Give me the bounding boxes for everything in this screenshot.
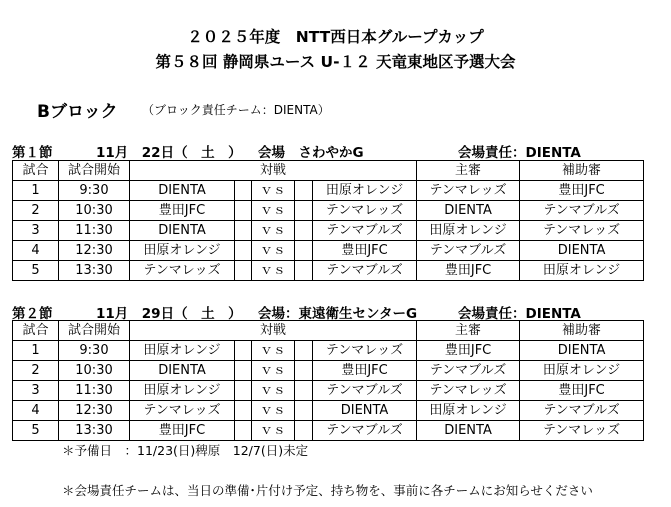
header-match: 試合: [13, 161, 59, 181]
table-header-row: [13, 161, 644, 181]
round-responsible: 会場責任：DIENTA: [458, 145, 581, 161]
match-no: 3: [13, 221, 59, 241]
table-row: [13, 241, 644, 261]
vs-label: ｖｓ: [252, 381, 295, 401]
vs-label: ｖｓ: [252, 261, 295, 281]
home-team: 豊田JFC: [130, 421, 235, 441]
table-row: [13, 401, 644, 421]
header-match: 試合: [13, 321, 59, 341]
schedule-table-2: [12, 320, 644, 441]
home-team: テンマレッズ: [130, 401, 235, 421]
spacer: [235, 201, 252, 221]
home-team: DIENTA: [130, 361, 235, 381]
match-time: 9:30: [59, 341, 130, 361]
header-matchup: 対戦: [130, 161, 417, 181]
vs-label: ｖｓ: [252, 401, 295, 421]
away-team: 田原オレンジ: [313, 181, 417, 201]
round-venue: 会場 さわやかG: [258, 145, 364, 161]
table-row: [13, 341, 644, 361]
away-team: テンマブルズ: [313, 421, 417, 441]
header-referee: 主審: [417, 321, 520, 341]
referee: 田原オレンジ: [417, 221, 520, 241]
table-row: [13, 381, 644, 401]
header-referee: 主審: [417, 161, 520, 181]
match-no: 2: [13, 361, 59, 381]
vs-label: ｖｓ: [252, 421, 295, 441]
referee: テンマレッズ: [417, 181, 520, 201]
schedule-table-1: [12, 160, 644, 281]
referee: テンマブルズ: [417, 361, 520, 381]
spacer: [235, 361, 252, 381]
table-row: [13, 201, 644, 221]
assistant-referee: 豊田JFC: [520, 181, 644, 201]
assistant-referee: DIENTA: [520, 241, 644, 261]
assistant-referee: 豊田JFC: [520, 381, 644, 401]
spacer: [295, 401, 313, 421]
spacer: [235, 341, 252, 361]
referee: 田原オレンジ: [417, 401, 520, 421]
vs-label: ｖｓ: [252, 241, 295, 261]
round-venue: 会場：東遠衛生センターG: [258, 306, 418, 322]
match-no: 1: [13, 341, 59, 361]
away-team: テンマブルズ: [313, 221, 417, 241]
spacer: [235, 261, 252, 281]
spacer: [295, 181, 313, 201]
block-name: Bブロック: [37, 102, 118, 122]
referee: テンマブルズ: [417, 241, 520, 261]
spacer: [235, 401, 252, 421]
home-team: 田原オレンジ: [130, 381, 235, 401]
home-team: テンマレッズ: [130, 261, 235, 281]
referee: 豊田JFC: [417, 261, 520, 281]
match-time: 11:30: [59, 381, 130, 401]
away-team: 豊田JFC: [313, 361, 417, 381]
assistant-referee: テンマブルズ: [520, 401, 644, 421]
header-start: 試合開始: [59, 161, 130, 181]
block-note: （ブロック責任チーム：DIENTA）: [142, 103, 330, 117]
table-row: [13, 421, 644, 441]
spacer: [235, 181, 252, 201]
away-team: DIENTA: [313, 401, 417, 421]
home-team: 豊田JFC: [130, 201, 235, 221]
referee: DIENTA: [417, 201, 520, 221]
spacer: [295, 221, 313, 241]
header-matchup: 対戦: [130, 321, 417, 341]
spacer: [235, 421, 252, 441]
round-date: 11月 29日（ 土 ）: [96, 306, 242, 322]
home-team: DIENTA: [130, 181, 235, 201]
header-start: 試合開始: [59, 321, 130, 341]
spacer: [235, 221, 252, 241]
spacer: [295, 361, 313, 381]
away-team: テンマレッズ: [313, 201, 417, 221]
vs-label: ｖｓ: [252, 201, 295, 221]
vs-label: ｖｓ: [252, 181, 295, 201]
table-row: [13, 221, 644, 241]
table-header-row: [13, 321, 644, 341]
match-time: 13:30: [59, 421, 130, 441]
spacer: [295, 341, 313, 361]
spacer: [295, 381, 313, 401]
match-time: 10:30: [59, 361, 130, 381]
match-no: 2: [13, 201, 59, 221]
assistant-referee: テンマレッズ: [520, 221, 644, 241]
match-time: 12:30: [59, 241, 130, 261]
title-line-1: ２０２５年度 NTT西日本グループカップ: [187, 28, 484, 46]
round-date: 11月 22日（ 土 ）: [96, 145, 242, 161]
spacer: [235, 241, 252, 261]
match-time: 13:30: [59, 261, 130, 281]
round-label: 第１節: [12, 145, 53, 161]
round-label: 第２節: [12, 306, 53, 322]
spacer: [295, 201, 313, 221]
assistant-referee: テンマレッズ: [520, 421, 644, 441]
round-responsible: 会場責任：DIENTA: [458, 306, 581, 322]
duty-note: ＊会場責任チームは、当日の準備･片付け予定、持ち物を、事前に各チームにお知らせください: [62, 483, 593, 498]
referee: 豊田JFC: [417, 341, 520, 361]
away-team: 豊田JFC: [313, 241, 417, 261]
home-team: 田原オレンジ: [130, 241, 235, 261]
match-time: 11:30: [59, 221, 130, 241]
table-row: [13, 181, 644, 201]
away-team: テンマレッズ: [313, 341, 417, 361]
away-team: テンマブルズ: [313, 381, 417, 401]
assistant-referee: 田原オレンジ: [520, 261, 644, 281]
spacer: [295, 261, 313, 281]
match-no: 4: [13, 401, 59, 421]
home-team: 田原オレンジ: [130, 341, 235, 361]
title-line-2: 第５８回 静岡県ユース U-１２ 天竜東地区予選大会: [155, 53, 516, 71]
table-row: [13, 261, 644, 281]
assistant-referee: 田原オレンジ: [520, 361, 644, 381]
spacer: [295, 421, 313, 441]
header-assistant: 補助審: [520, 161, 644, 181]
vs-label: ｖｓ: [252, 361, 295, 381]
assistant-referee: DIENTA: [520, 341, 644, 361]
assistant-referee: テンマブルズ: [520, 201, 644, 221]
referee: DIENTA: [417, 421, 520, 441]
spacer: [235, 381, 252, 401]
match-no: 3: [13, 381, 59, 401]
spacer: [295, 241, 313, 261]
referee: テンマレッズ: [417, 381, 520, 401]
match-no: 5: [13, 421, 59, 441]
match-time: 10:30: [59, 201, 130, 221]
away-team: テンマブルズ: [313, 261, 417, 281]
reserve-day-note: ＊予備日 ：11/23(日)稗原 12/7(日)未定: [62, 443, 309, 458]
home-team: DIENTA: [130, 221, 235, 241]
match-time: 12:30: [59, 401, 130, 421]
match-time: 9:30: [59, 181, 130, 201]
match-no: 4: [13, 241, 59, 261]
match-no: 1: [13, 181, 59, 201]
vs-label: ｖｓ: [252, 341, 295, 361]
table-row: [13, 361, 644, 381]
vs-label: ｖｓ: [252, 221, 295, 241]
header-assistant: 補助審: [520, 321, 644, 341]
match-no: 5: [13, 261, 59, 281]
